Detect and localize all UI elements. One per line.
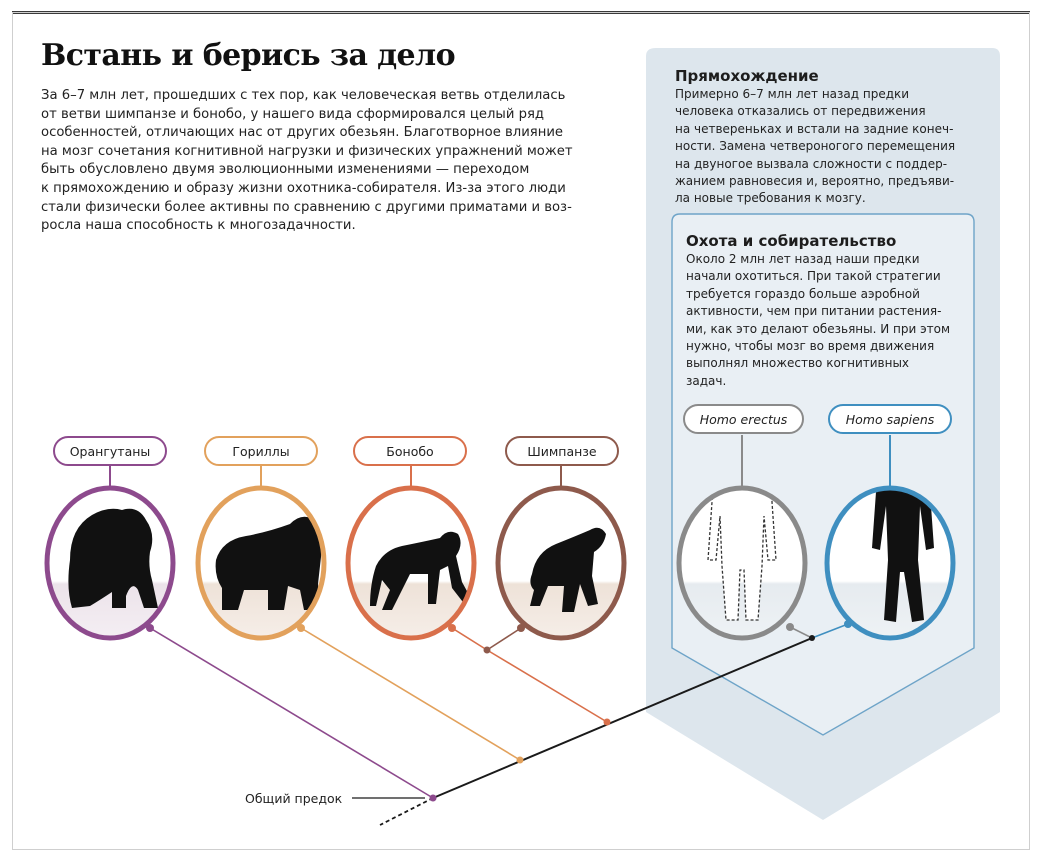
label-homo-sapiens bbox=[828, 404, 952, 434]
page-title: Встань и берись за дело bbox=[41, 38, 455, 73]
orangutan-silhouette bbox=[68, 509, 158, 608]
intro-text bbox=[41, 87, 616, 236]
label-homo-erectus-text: Homo erectus bbox=[699, 411, 788, 427]
bipedalism-line: Примерно 6–7 млн лет назад предки bbox=[675, 87, 910, 101]
intro-line: быть обусловлено двумя эволюционными изменениями — переходом bbox=[41, 162, 530, 178]
intro-line: к прямохождению и образу жизни охотника-собирателя. Из-за этого люди bbox=[41, 180, 566, 196]
bipedalism-line: на четвереньках и встали на задние конеч- bbox=[675, 121, 954, 136]
intro-line: За 6–7 млн лет, прошедших с тех пор, как человеческая ветвь отделилась bbox=[41, 88, 566, 103]
label-gorillas: Гориллы bbox=[204, 436, 318, 466]
bonobo-portrait bbox=[348, 488, 474, 638]
bipedalism-text bbox=[675, 86, 955, 208]
orangutan-portrait bbox=[47, 488, 173, 638]
label-homo-sapiens-text: Homo sapiens bbox=[845, 411, 935, 427]
intro-line: стали физически более активны по сравнению с другими приматами и воз- bbox=[41, 199, 572, 215]
label-bonobo: Бонобо bbox=[353, 436, 467, 466]
hunting-title: Охота и собирательство bbox=[686, 232, 897, 250]
hunting-line: требуется гораздо больше аэробной bbox=[686, 286, 920, 301]
intro-line: на мозг сочетания когнитивной нагрузки и физических упражнений может bbox=[41, 143, 573, 159]
branch-orangutan bbox=[150, 628, 433, 798]
branch-chimp bbox=[487, 628, 521, 650]
intro-line: особенностей, отличающих нас от других обезьян. Благотворное влияние bbox=[41, 125, 564, 141]
label-homo-erectus bbox=[683, 404, 804, 434]
bipedalism-line: жанием равновесия и, вероятно, предъяви- bbox=[675, 174, 955, 189]
gorilla-portrait bbox=[198, 488, 324, 638]
hunting-text bbox=[686, 251, 950, 390]
chimpanzee-portrait bbox=[498, 488, 624, 638]
ancestor-dashed-line bbox=[380, 798, 433, 825]
intro-line: росла наша способность к многозадачности. bbox=[41, 218, 356, 234]
bipedalism-title: Прямохождение bbox=[675, 67, 819, 85]
intro-line: от ветви шимпанзе и бонобо, у нашего вида сформировался целый ряд bbox=[41, 106, 545, 122]
hunting-line: нужно, чтобы мозг во время движения bbox=[686, 339, 935, 354]
label-orangutans: Орангутаны bbox=[53, 436, 167, 466]
hunting-line: выполнял множество когнитивных bbox=[686, 356, 910, 371]
branch-bonobo bbox=[452, 628, 607, 722]
hunting-line: Около 2 млн лет назад наши предки bbox=[686, 252, 920, 266]
bipedalism-line: ности. Замена четвероногого перемещения bbox=[675, 139, 956, 154]
common-ancestor-label: Общий предок bbox=[245, 791, 343, 806]
label-chimpanzee: Шимпанзе bbox=[505, 436, 619, 466]
hunting-line: ми, как это делают обезьяны. И при этом bbox=[686, 321, 951, 336]
hunting-line: начали охотиться. При такой стратегии bbox=[686, 269, 941, 284]
bipedalism-line: ла новые требования к мозгу. bbox=[675, 191, 866, 206]
hunting-line: активности, чем при питании растения- bbox=[686, 304, 942, 319]
hunting-line: задач. bbox=[686, 373, 727, 388]
bipedalism-line: на двуногое вызвала сложности с поддер- bbox=[675, 156, 948, 171]
bipedalism-line: человека отказались от передвижения bbox=[675, 104, 926, 119]
